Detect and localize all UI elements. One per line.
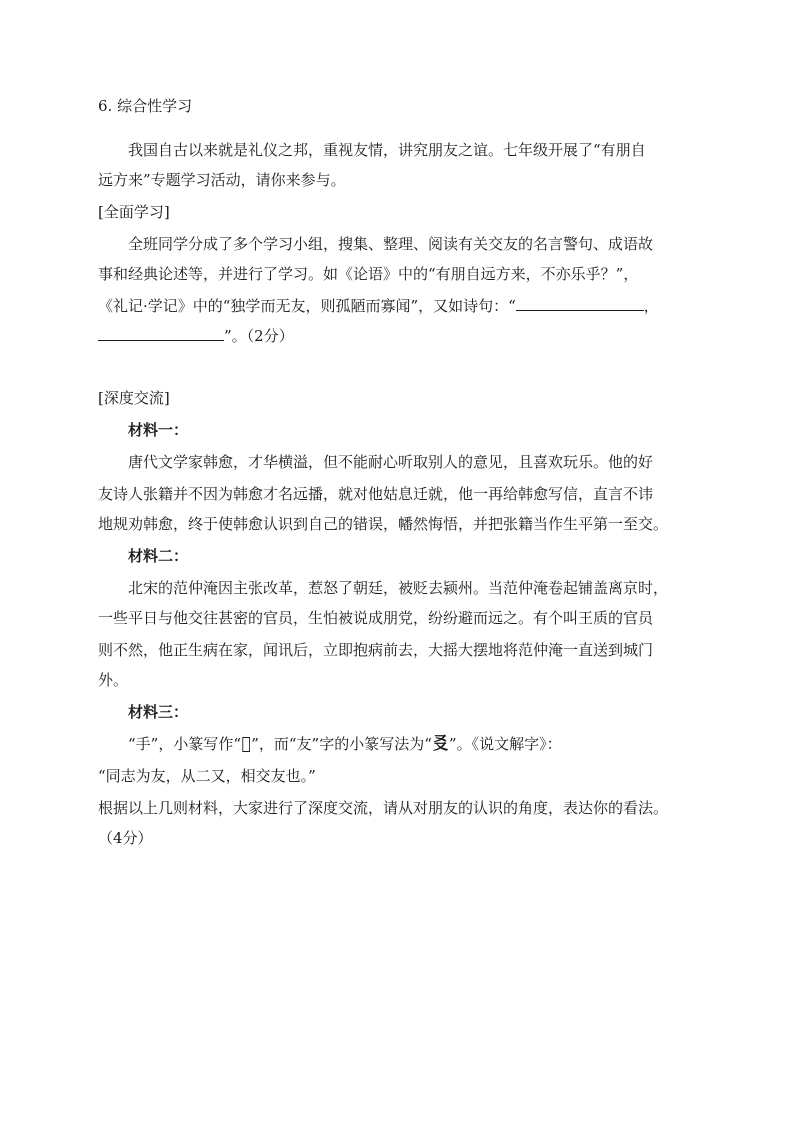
material3-label: 材料三：	[128, 703, 189, 721]
material1-line-1: 唐代文学家韩愈，才华横溢，但不能耐心听取别人的意见，且喜欢玩乐。他的好	[128, 453, 654, 471]
seal-script-shou-glyph: 𠂀	[241, 734, 251, 754]
material3-text-c: ”。《说文解字》：	[448, 735, 562, 753]
poem-blank-2[interactable]	[98, 326, 224, 341]
task-line-1: 根据以上几则材料，大家进行了深度交流，请从对朋友的认识的角度，表达你的看法。	[98, 799, 669, 817]
section1-line-3	[98, 296, 659, 316]
material2-line-1: 北宋的范仲淹因主张改革，惹怒了朝廷，被贬去颍州。当范仲淹卷起铺盖离京时，	[128, 579, 669, 597]
material2-label: 材料二：	[128, 547, 189, 565]
section1-line-2: 事和经典论述等，并进行了学习。如《论语》中的“有朋自远方来，不亦乐乎？”，	[98, 265, 639, 283]
material3-text-b: ”，而“友”字的小篆写法为“	[251, 735, 432, 753]
section-title-deep-exchange: [深度交流]	[98, 389, 170, 407]
section-title-comprehensive: [全面学习]	[98, 203, 170, 221]
section1-line-4-text: ”。（2分）	[224, 327, 294, 345]
task-line-2: （4分）	[98, 829, 153, 847]
material1-label: 材料一：	[128, 421, 189, 439]
material2-line-3: 则不然，他正生病在家，闻讯后，立即抱病前去，大摇大摆地将范仲淹一直送到城门	[98, 641, 654, 659]
section1-line-3-comma: ，	[643, 297, 659, 315]
material2-line-2: 一些平日与他交往甚密的官员，生怕被说成朋党，纷纷避而远之。有个叫王质的官员	[98, 609, 654, 627]
section1-line-1: 全班同学分成了多个学习小组，搜集、整理、阅读有关交友的名言警句、成语故	[128, 235, 654, 253]
material2-line-4: 外。	[98, 671, 129, 689]
section1-line-3-text: 《礼记·学记》中的“独学而无友，则孤陋而寡闻”，又如诗句：“	[98, 297, 516, 315]
section1-line-4	[98, 326, 294, 346]
question-heading: 6. 综合性学习	[98, 97, 193, 115]
seal-script-you-glyph: 㕛	[432, 734, 449, 754]
material3-line-1	[128, 734, 562, 754]
material1-line-3: 地规劝韩愈，终于使韩愈认识到自己的错误，幡然悔悟，并把张籍当作生平第一至交。	[98, 515, 669, 533]
material1-line-2: 友诗人张籍并不因为韩愈才名远播，就对他姑息迁就，他一再给韩愈写信，直言不讳	[98, 485, 654, 503]
intro-line-2: 远方来”专题学习活动，请你来参与。	[98, 171, 346, 189]
material3-line-2: “同志为友，从二又，相交友也。”	[98, 767, 316, 785]
poem-blank-1[interactable]	[516, 296, 644, 311]
material3-text-a: “手”，小篆写作“	[128, 735, 242, 753]
intro-line-1: 我国自古以来就是礼仪之邦，重视友情，讲究朋友之谊。七年级开展了“有朋自	[128, 141, 646, 159]
